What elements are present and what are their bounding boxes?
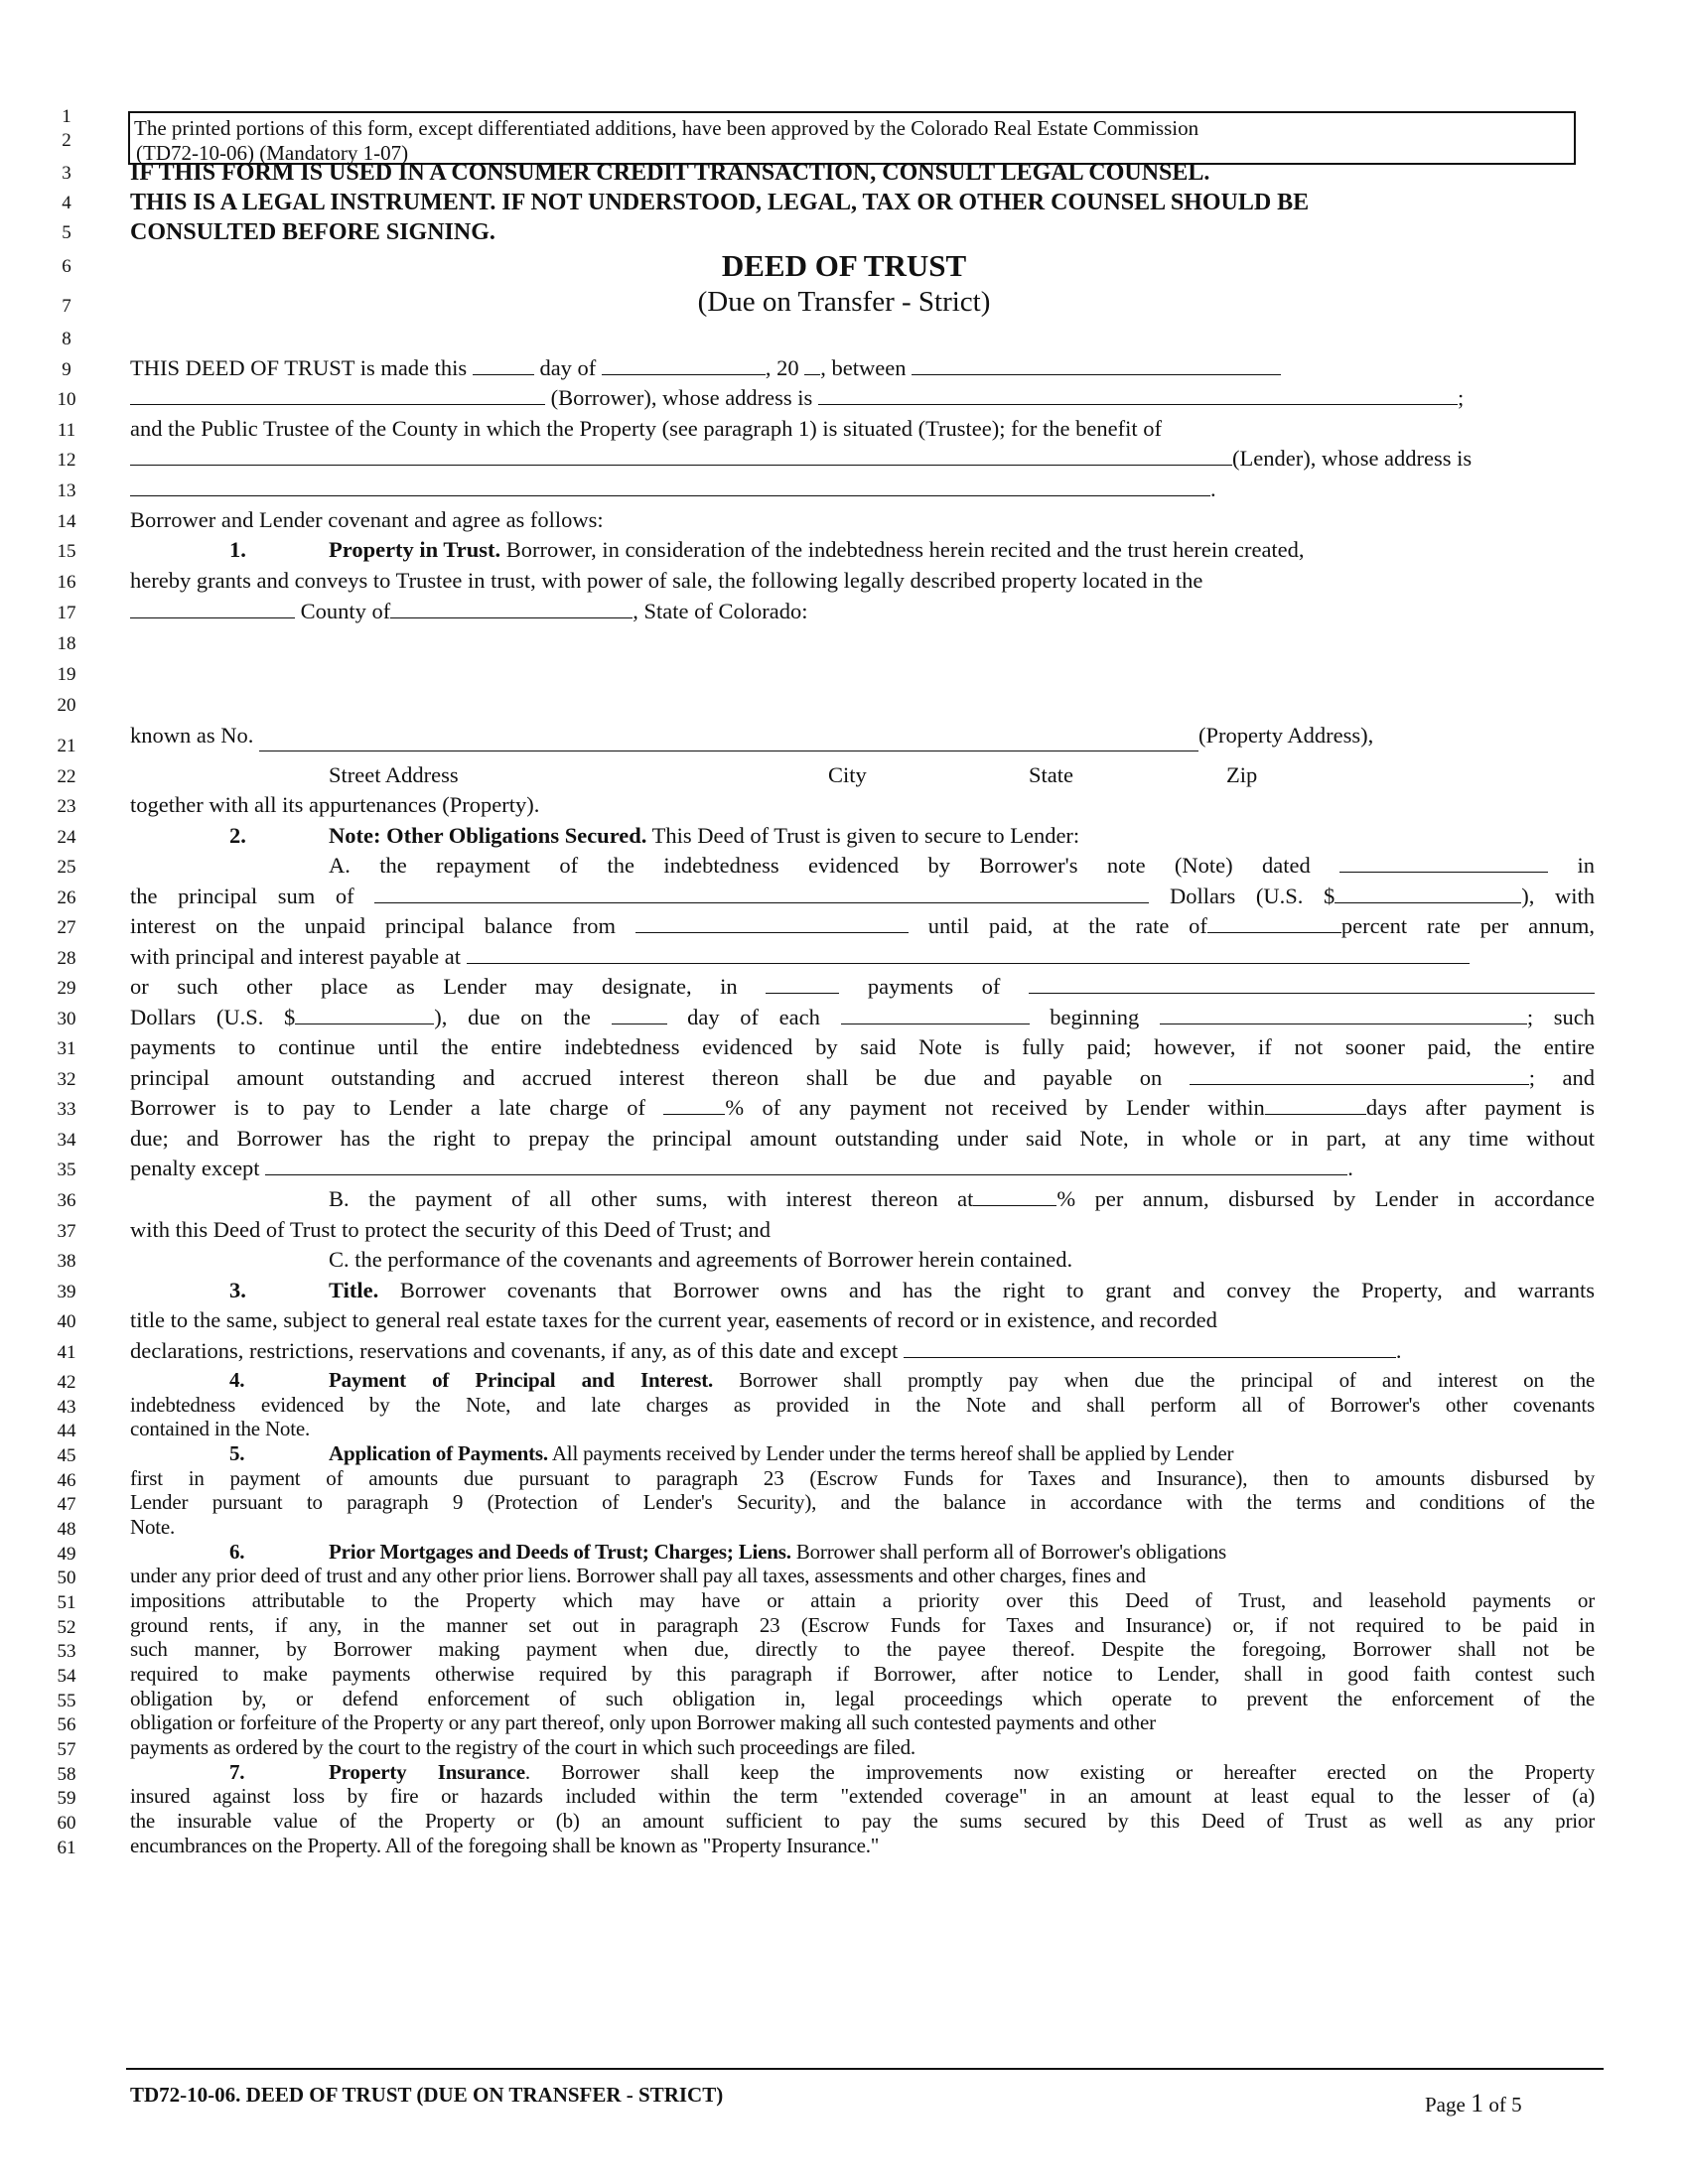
preamble-line-14: Borrower and Lender covenant and agree as follows: [130, 507, 604, 532]
para2-line-37: with this Deed of Trust to protect the security of this Deed of Trust; and [130, 1217, 771, 1242]
para2-line-33: Borrower is to pay to Lender a late charge of % of any payment not received by Lender within days after payment is [130, 1095, 1596, 1120]
line-number: 23 [57, 796, 76, 817]
line-number: 13 [57, 480, 76, 501]
line-number: 35 [57, 1160, 76, 1180]
para4-line-44: contained in the Note. [130, 1417, 311, 1440]
line-number: 22 [57, 766, 76, 787]
line-number: 11 [57, 420, 76, 441]
para6-number: 6. [229, 1540, 245, 1564]
zip-label: Zip [1226, 762, 1258, 787]
line-number: 49 [57, 1544, 76, 1565]
line-number: 53 [57, 1641, 76, 1662]
line-number: 46 [57, 1470, 76, 1491]
line-number: 18 [57, 633, 76, 654]
para4-heading: Payment of Principal and Interest. [329, 1368, 714, 1392]
payment-begin-date-field[interactable] [1160, 1004, 1527, 1024]
line-number: 21 [57, 736, 76, 756]
line-number: 34 [57, 1130, 76, 1151]
line-number: 42 [57, 1372, 76, 1393]
para1-heading: Property in Trust. [329, 537, 501, 562]
late-charge-percent-field[interactable] [663, 1094, 725, 1115]
current-page: 1 [1471, 2089, 1484, 2117]
para2-line-31: payments to continue until the entire indebtedness evidenced by said Note is fully paid; however, if not sooner paid, the entire [130, 1034, 1595, 1059]
line-number: 56 [57, 1714, 76, 1735]
line-number: 26 [57, 887, 76, 908]
late-charge-days-field[interactable] [1265, 1094, 1366, 1115]
payment-period-field[interactable] [841, 1004, 1030, 1024]
para5-heading: Application of Payments. [329, 1441, 548, 1465]
para2-line-25: A. the repayment of the indebtedness evidenced by Borrower's note (Note) dated in [329, 853, 1596, 878]
line-number: 4 [62, 193, 71, 213]
city-label: City [828, 762, 867, 787]
para5-line-46: first in payment of amounts due pursuant to paragraph 23 (Escrow Funds for Taxes and Insurance), then to amounts disbursed by [130, 1466, 1595, 1490]
line-number: 47 [57, 1494, 76, 1515]
line-number: 1 [62, 106, 71, 127]
payment-amount-field[interactable] [295, 1004, 434, 1024]
maturity-date-field[interactable] [1190, 1064, 1529, 1085]
note-date-field[interactable] [1339, 852, 1548, 873]
line-number: 27 [57, 917, 76, 938]
interest-rate-field[interactable] [1207, 912, 1341, 933]
para6-line-55: obligation by, or defend enforcement of such obligation in, legal proceedings which operate to prevent the enforcement of the [130, 1687, 1595, 1710]
page-indicator: Page 1 of 5 [1425, 2089, 1522, 2117]
line-number: 44 [57, 1421, 76, 1441]
line-number: 38 [57, 1251, 76, 1272]
para4-number: 4. [229, 1368, 245, 1392]
document-subtitle: (Due on Transfer - Strict) [697, 286, 991, 318]
line-number: 16 [57, 572, 76, 593]
para2-line-32: principal amount outstanding and accrued interest thereon shall be due and payable on ; and [130, 1065, 1595, 1090]
para1-line-17: County of , State of Colorado: [130, 598, 808, 625]
footer-form-title: TD72-10-06. DEED OF TRUST (DUE ON TRANSFER - STRICT) [130, 2083, 724, 2107]
line-number: 2 [62, 130, 71, 151]
line-number: 55 [57, 1691, 76, 1711]
borrower-address-field[interactable] [818, 384, 1458, 405]
interest-start-date-field[interactable] [635, 912, 909, 933]
para6-line-49: 6. Prior Mortgages and Deeds of Trust; Charges; Liens. Borrower shall perform all of Borrower's obligations [130, 1538, 1226, 1566]
property-address-field[interactable] [259, 731, 1198, 751]
para6-line-51: impositions attributable to the Property which may have or attain a priority over this Deed of Trust, and leasehold payments or [130, 1588, 1595, 1612]
street-address-label: Street Address [329, 762, 459, 787]
line-number: 17 [57, 603, 76, 623]
line-number: 39 [57, 1282, 76, 1302]
month-field[interactable] [602, 354, 766, 375]
line-number: 8 [62, 329, 71, 349]
para2-line-27: interest on the unpaid principal balance from until paid, at the rate of percent rate per annum, [130, 913, 1596, 938]
principal-words-field[interactable] [374, 883, 1149, 903]
line-number: 43 [57, 1397, 76, 1418]
other-sums-rate-field[interactable] [973, 1185, 1056, 1206]
para6-line-56: obligation or forfeiture of the Property or any part thereof, only upon Borrower making all such contested payments and other [130, 1710, 1156, 1734]
preamble-line-9: THIS DEED OF TRUST is made this day of , 20 , between [130, 354, 1281, 382]
line-number: 24 [57, 827, 76, 848]
line-number: 10 [57, 389, 76, 410]
line-number: 50 [57, 1568, 76, 1588]
consumer-credit-warning: IF THIS FORM IS USED IN A CONSUMER CREDIT TRANSACTION, CONSULT LEGAL COUNSEL. [130, 160, 1210, 186]
para2-number: 2. [229, 823, 246, 848]
document-title: DEED OF TRUST [721, 248, 967, 283]
line-number: 29 [57, 978, 76, 999]
para4-line-42: 4. Payment of Principal and Interest. Borrower shall promptly pay when due the principal of and interest on the [130, 1366, 1595, 1394]
para2-heading: Note: Other Obligations Secured. [329, 823, 647, 848]
line-number: 41 [57, 1342, 76, 1363]
line-number: 14 [57, 511, 76, 532]
para5-number: 5. [229, 1441, 245, 1465]
line-number: 32 [57, 1069, 76, 1090]
para7-line-59: insured against loss by fire or hazards included within the term "extended coverage" in an amount at least equal to the lesser of (a) [130, 1784, 1595, 1808]
para2-line-29: or such other place as Lender may designate, in payments of [130, 973, 1595, 1001]
legal-description-area[interactable] [130, 628, 1595, 718]
line-number: 7 [62, 296, 71, 317]
para1-line-21: known as No. (Property Address), [130, 722, 1373, 750]
line-number: 45 [57, 1445, 76, 1466]
para7-line-58: 7. Property Insurance. Borrower shall keep the improvements now existing or hereafter erected on the Property [130, 1758, 1595, 1786]
line-number: 15 [57, 541, 76, 562]
legal-instrument-warning-cont: CONSULTED BEFORE SIGNING. [130, 219, 495, 245]
preamble-line-11: and the Public Trustee of the County in which the Property (see paragraph 1) is situated (Trustee); for the benefit of [130, 416, 1162, 441]
para1-line-23: together with all its appurtenances (Property). [130, 792, 540, 817]
day-field[interactable] [473, 354, 534, 375]
line-number: 30 [57, 1009, 76, 1029]
para2-line-34: due; and Borrower has the right to prepay the principal amount outstanding under said Note, in whole or in part, at any time without [130, 1126, 1595, 1151]
para2-line-35: penalty except . [130, 1156, 1353, 1180]
preamble-line-13: . [130, 476, 1216, 503]
title-exceptions-field[interactable] [904, 1337, 1396, 1358]
year-field[interactable] [804, 354, 820, 375]
principal-amount-field[interactable] [1335, 883, 1521, 903]
line-number: 31 [57, 1038, 76, 1059]
line-number: 40 [57, 1311, 76, 1332]
line-number: 20 [57, 695, 76, 716]
line-number: 33 [57, 1099, 76, 1120]
line-number: 6 [62, 256, 71, 277]
line-number: 3 [62, 163, 71, 184]
line-number: 54 [57, 1666, 76, 1687]
para6-line-54: required to make payments otherwise required by this paragraph if Borrower, after notice to Lender, shall in good faith contest such [130, 1662, 1595, 1686]
para5-line-45: 5. Application of Payments. All payments received by Lender under the terms hereof shall be applied by Lender [130, 1439, 1233, 1467]
line-number: 5 [62, 222, 71, 243]
payment-day-field[interactable] [612, 1004, 667, 1024]
line-number: 12 [57, 450, 76, 471]
para3-number: 3. [229, 1278, 246, 1302]
line-number: 25 [57, 857, 76, 878]
para7-heading: Property Insurance [329, 1760, 525, 1784]
state-label: State [1029, 762, 1073, 787]
county-field[interactable] [390, 598, 633, 618]
line-number: 9 [62, 359, 71, 380]
line-number: 58 [57, 1764, 76, 1785]
preamble-line-12: (Lender), whose address is [130, 445, 1472, 473]
line-number: 37 [57, 1221, 76, 1242]
para7-line-61: encumbrances on the Property. All of the foregoing shall be known as "Property Insurance." [130, 1834, 880, 1857]
para2-line-36: B. the payment of all other sums, with interest thereon at % per annum, disbursed by Lender in accordance [329, 1186, 1595, 1211]
para2-line-38: C. the performance of the covenants and agreements of Borrower herein contained. [329, 1247, 1073, 1272]
para1-line-15: 1. Property in Trust. Borrower, in consideration of the indebtedness herein recited and the trust herein created, [130, 536, 1305, 564]
county-prefix-field[interactable] [130, 598, 295, 618]
para2-line-28: with principal and interest payable at [130, 943, 1470, 971]
para6-line-50: under any prior deed of trust and any other prior liens. Borrower shall pay all taxes, assessments and other charges, fines and [130, 1564, 1146, 1587]
line-number: 57 [57, 1739, 76, 1760]
form-code: (TD72-10-06) (Mandatory 1-07) [136, 141, 409, 165]
para6-heading: Prior Mortgages and Deeds of Trust; Charges; Liens. [329, 1540, 791, 1564]
footer-divider [126, 2068, 1604, 2070]
para5-line-48: Note. [130, 1515, 176, 1539]
borrower-name-field[interactable] [912, 354, 1281, 375]
line-number: 60 [57, 1813, 76, 1834]
para7-line-60: the insurable value of the Property or (b) an amount sufficient to pay the sums secured by this Deed of Trust as well as any prior [130, 1809, 1595, 1833]
line-number: 61 [57, 1838, 76, 1858]
preamble-line-10: (Borrower), whose address is ; [130, 384, 1464, 412]
para2-line-30: Dollars (U.S. $ ), due on the day of each beginning ; such [130, 1005, 1596, 1029]
line-number: 51 [57, 1592, 76, 1613]
para6-line-57: payments as ordered by the court to the registry of the court in which such proceedings are filed. [130, 1735, 915, 1759]
prepayment-penalty-field[interactable] [265, 1155, 1347, 1175]
para5-line-47: Lender pursuant to paragraph 9 (Protection of Lender's Security), and the balance in accordance with the terms and conditions of the [130, 1490, 1595, 1514]
lender-address-field[interactable] [130, 476, 1210, 496]
para4-line-43: indebtedness evidenced by the Note, and late charges as provided in the Note and shall perform all of Borrower's other covenants [130, 1393, 1595, 1417]
line-number: 36 [57, 1190, 76, 1211]
commission-approval-box [128, 111, 1576, 165]
lender-name-field[interactable] [130, 445, 1232, 466]
para1-number: 1. [229, 537, 246, 562]
legal-instrument-warning: THIS IS A LEGAL INSTRUMENT. IF NOT UNDERSTOOD, LEGAL, TAX OR OTHER COUNSEL SHOULD BE [130, 190, 1310, 215]
line-number: 19 [57, 664, 76, 685]
para6-line-52: ground rents, if any, in the manner set out in paragraph 23 (Escrow Funds for Taxes and Insurance) or, if not required to be paid in [130, 1613, 1595, 1637]
approval-text: The printed portions of this form, except differentiated additions, have been approved by the Colorado Real Estate Commission [134, 116, 1199, 140]
borrower-name-field-cont[interactable] [130, 384, 545, 405]
payment-amount-words-field[interactable] [1029, 973, 1595, 994]
para6-line-53: such manner, by Borrower making payment when due, directly to the payee thereof. Despite the foregoing, Borrower shall not be [130, 1637, 1595, 1661]
number-of-payments-field[interactable] [766, 973, 839, 994]
line-number: 52 [57, 1617, 76, 1638]
para7-number: 7. [229, 1760, 245, 1784]
payable-at-field[interactable] [467, 943, 1470, 964]
para2-line-26: the principal sum of Dollars (U.S. $ ), with [130, 884, 1596, 908]
line-number: 28 [57, 948, 76, 969]
para3-line-39: 3. Title. Borrower covenants that Borrower owns and has the right to grant and convey the Property, and warrants [130, 1277, 1595, 1304]
line-number: 48 [57, 1519, 76, 1540]
para2-line-24: 2. Note: Other Obligations Secured. This Deed of Trust is given to secure to Lender: [130, 822, 1079, 850]
para3-heading: Title. [329, 1278, 379, 1302]
para1-line-16: hereby grants and conveys to Trustee in trust, with power of sale, the following legally described property located in the [130, 568, 1203, 593]
para3-line-41: declarations, restrictions, reservations and covenants, if any, as of this date and except . [130, 1338, 1402, 1363]
line-number: 59 [57, 1788, 76, 1809]
para3-line-40: title to the same, subject to general real estate taxes for the current year, easements of record or in existence, and recorded [130, 1307, 1217, 1332]
